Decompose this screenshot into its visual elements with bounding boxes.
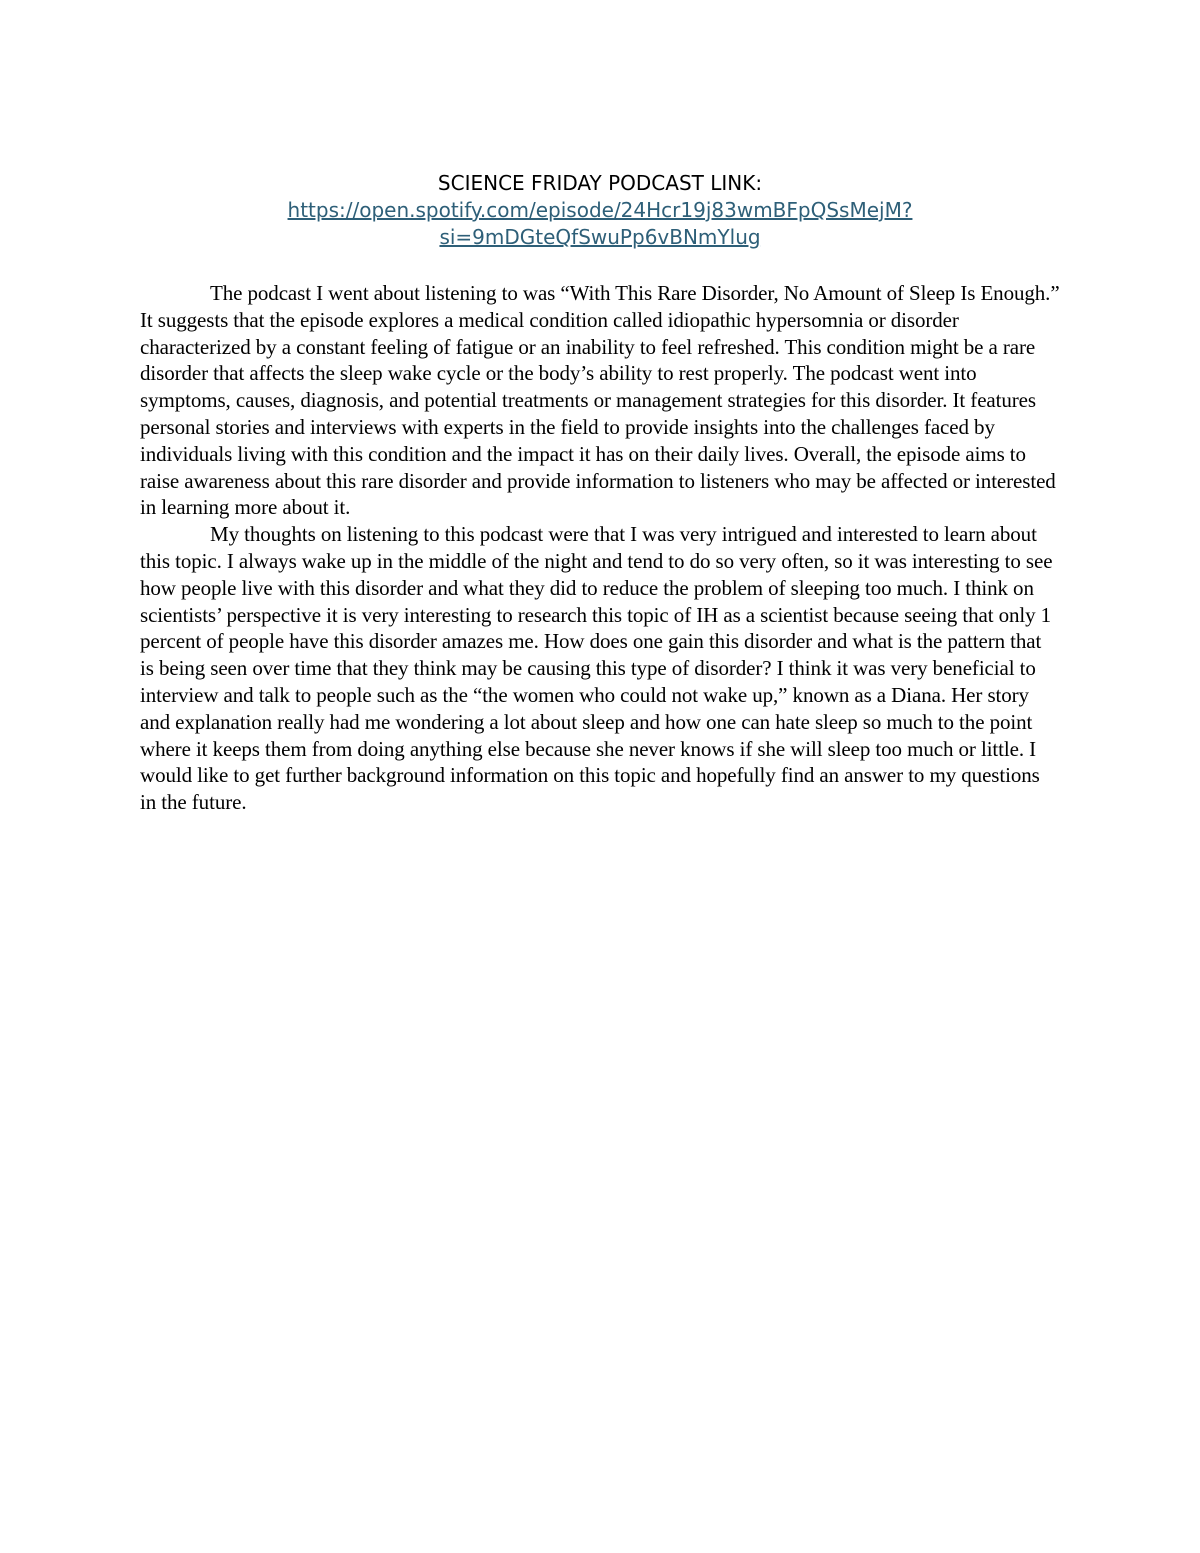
podcast-link-line-2[interactable]: si=9mDGteQfSwuPp6vBNmYlug <box>439 225 761 249</box>
podcast-link[interactable] <box>140 197 1060 251</box>
document-header <box>140 170 1060 251</box>
page-title: SCIENCE FRIDAY PODCAST LINK: <box>437 171 763 195</box>
paragraph-thoughts: My thoughts on listening to this podcast were that I was very intrigued and interested to learn about this topic. I always wake up in the middle of the night and tend to do so very often, so it was interesting to see how people live with this disorder and what they did to reduce the problem of sleeping too much. I think on scientists’ perspective it is very interesting to research this topic of IH as a scientist because seeing that only 1 percent of people have this disorder amazes me. How does one gain this disorder and what is the pattern that is being seen over time that they think may be causing this type of disorder? I think it was very beneficial to interview and talk to people such as the “the women who could not wake up,” known as a Diana. Her story and explanation really had me wondering a lot about sleep and how one can hate sleep so much to the point where it keeps them from doing anything else because she never knows if she will sleep too much or little. I would like to get further background information on this topic and hopefully find an answer to my questions in the future. <box>140 522 1053 815</box>
document-body <box>140 280 1060 816</box>
podcast-link-line-1[interactable]: https://open.spotify.com/episode/24Hcr19j83wmBFpQSsMejM? <box>287 198 913 222</box>
paragraph-summary: The podcast I went about listening to was “With This Rare Disorder, No Amount of Sleep Is Enough.” It suggests that the episode explores a medical condition called idiopathic hypersomnia or disorder characterized by a constant feeling of fatigue or an inability to feel refreshed. This condition might be a rare disorder that affects the sleep wake cycle or the body’s ability to rest properly. The podcast went into symptoms, causes, diagnosis, and potential treatments or management strategies for this disorder. It features personal stories and interviews with experts in the field to provide insights into the challenges faced by individuals living with this condition and the impact it has on their daily lives. Overall, the episode aims to raise awareness about this rare disorder and provide information to listeners who may be affected or interested in learning more about it. <box>140 281 1060 520</box>
